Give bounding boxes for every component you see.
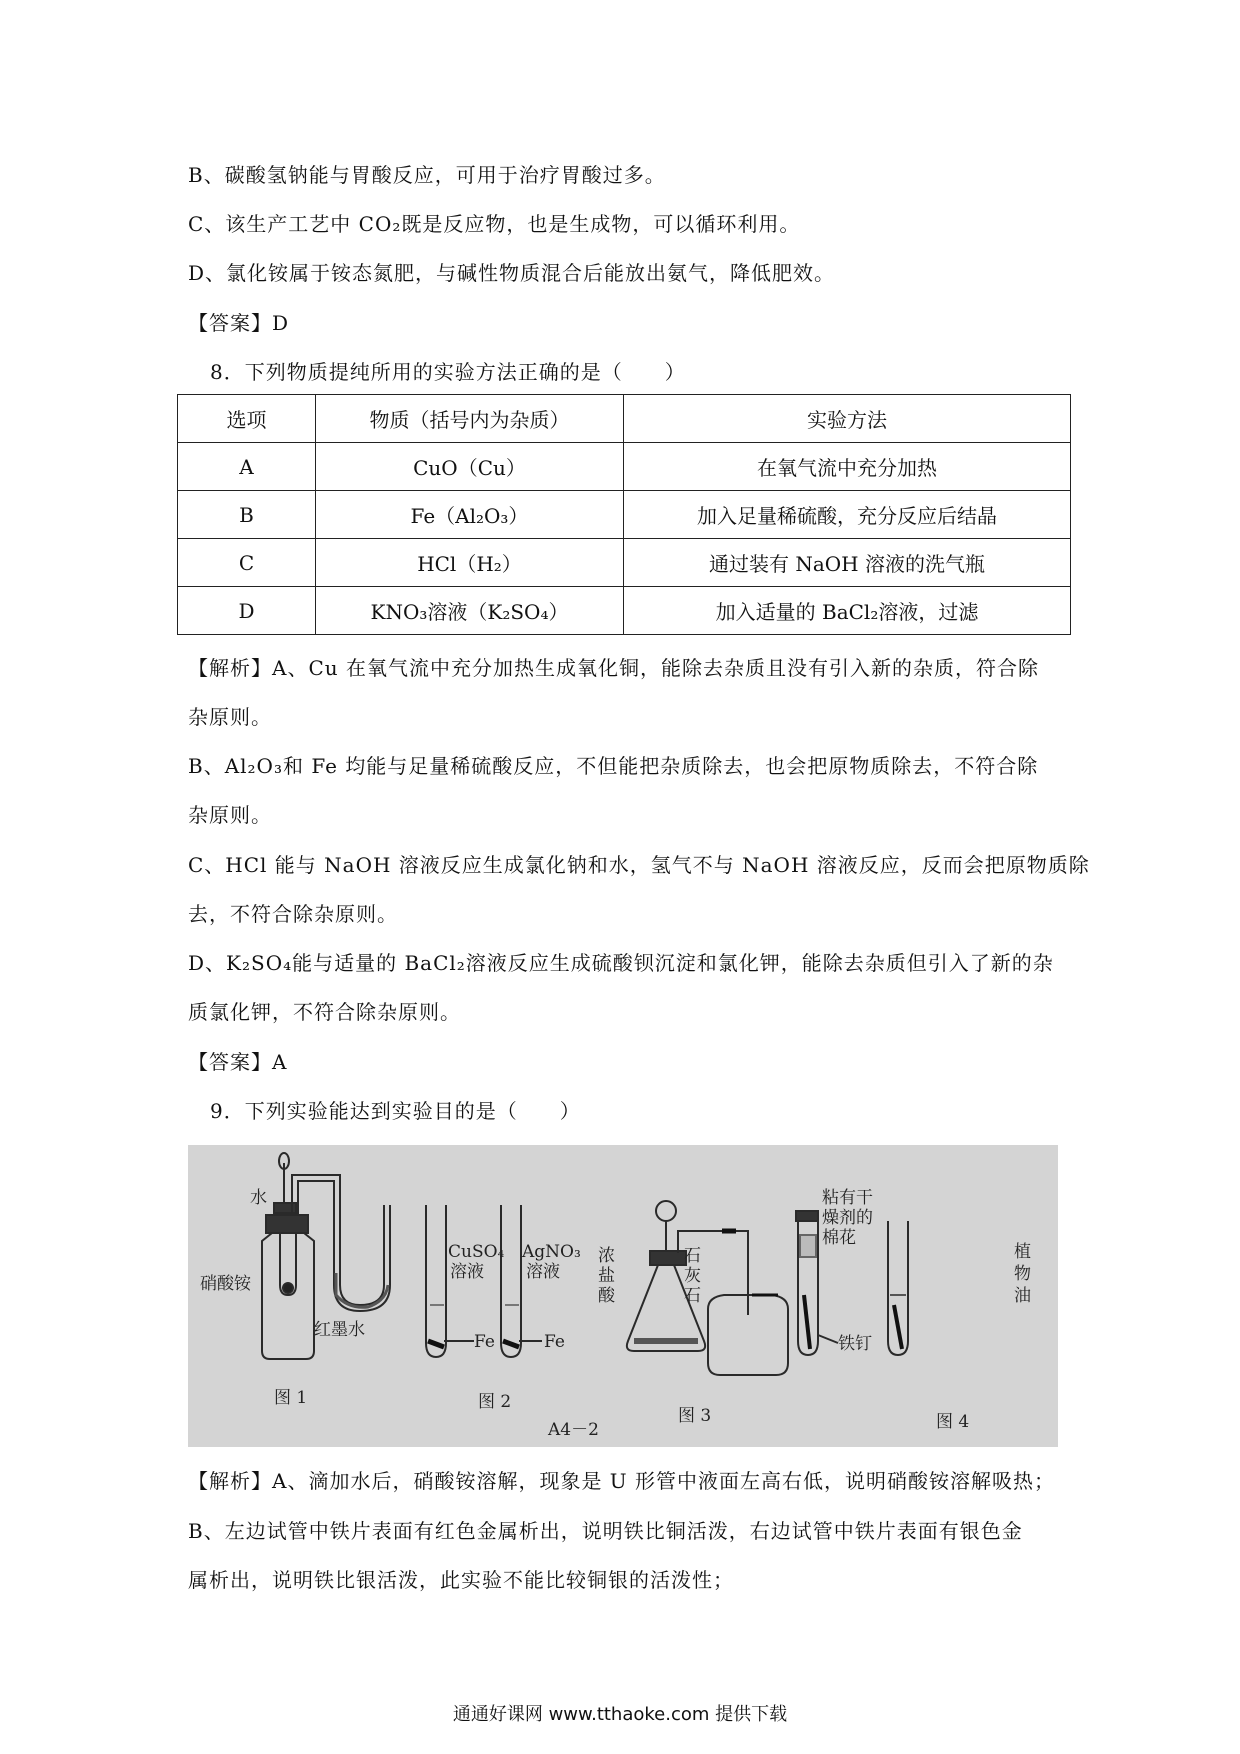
test-tube-icon (426, 1205, 446, 1357)
answer-8: 【答案】A (188, 1050, 288, 1074)
figure-caption: 图 3 (678, 1406, 712, 1426)
table-row (178, 443, 1071, 491)
figure-caption: 图 1 (274, 1388, 308, 1408)
analysis-8-line: 质氯化钾，不符合除杂原则。 (188, 1000, 461, 1024)
analysis-9-line: B、左边试管中铁片表面有红色金属析出，说明铁比铜活泼，右边试管中铁片表面有银色金 (188, 1519, 1023, 1543)
table-header-cell: 选项 (178, 395, 316, 443)
test-tube-icon (501, 1205, 521, 1357)
option-d-text: D、氯化铵属于铵态氮肥，与碱性物质混合后能放出氨气，降低肥效。 (188, 261, 836, 285)
analysis-8-line: 去，不符合除杂原则。 (188, 902, 398, 926)
nail-icon (894, 1305, 902, 1349)
figure-label: 铁钉 (838, 1334, 872, 1354)
page-footer: 通通好课网 www.tthaoke.com 提供下载 (452, 1704, 788, 1725)
table-row (178, 539, 1071, 587)
table-cell: D (178, 587, 316, 635)
table-cell: CuO（Cu） (316, 443, 624, 491)
table-cell: KNO₃溶液（K₂SO₄） (316, 587, 624, 635)
figure-label: Fe (474, 1332, 495, 1352)
answer-7: 【答案】D (188, 311, 290, 335)
nail-icon (804, 1295, 810, 1349)
table-header-row (178, 395, 1071, 443)
figure-label: 石 (684, 1246, 701, 1266)
figure-label: 盐 (598, 1266, 615, 1286)
figure-label: 棉花 (822, 1228, 856, 1248)
analysis-8-line: 【解析】A、Cu 在氧气流中充分加热生成氧化铜，能除去杂质且没有引入新的杂质，符合除 (188, 656, 1039, 680)
question-9: 9．下列实验能达到实验目的是（ ） (210, 1099, 581, 1123)
figure-label: 粘有干 (822, 1188, 873, 1208)
table-cell: 在氧气流中充分加热 (624, 443, 1071, 491)
figure-caption: A4－2 (548, 1420, 599, 1440)
figure-label: 硝酸铵 (200, 1274, 251, 1294)
experiment-figure-svg (188, 1145, 1058, 1447)
figure-label: Fe (544, 1332, 565, 1352)
figure-label: 油 (1014, 1286, 1031, 1306)
figure-label: 植 (1014, 1242, 1031, 1262)
table-cell: C (178, 539, 316, 587)
analysis-9-line: 属析出，说明铁比银活泼，此实验不能比较铜银的活泼性； (188, 1568, 734, 1592)
figure-label: CuSO₄ (448, 1242, 505, 1262)
funnel-icon (656, 1201, 676, 1221)
option-b-text: B、碳酸氢钠能与胃酸反应，可用于治疗胃酸过多。 (188, 163, 666, 187)
question-8-table (177, 394, 1071, 635)
table-row (178, 587, 1071, 635)
analysis-9-line: 【解析】A、滴加水后，硝酸铵溶解，现象是 U 形管中液面左高右低，说明硝酸铵溶解吸热； (188, 1469, 1056, 1493)
table-cell: Fe（Al₂O₃） (316, 491, 624, 539)
figure-caption: 图 2 (478, 1392, 512, 1412)
table-cell: 加入适量的 BaCl₂溶液，过滤 (624, 587, 1071, 635)
figure-label: 浓 (598, 1246, 615, 1266)
analysis-8-line: C、HCl 能与 NaOH 溶液反应生成氯化钠和水，氢气不与 NaOH 溶液反应，反而会把原物质除 (188, 853, 1090, 877)
figure-label: 石 (684, 1286, 701, 1306)
figure-label: AgNO₃ (522, 1242, 581, 1262)
analysis-8-line: B、Al₂O₃和 Fe 均能与足量稀硫酸反应，不但能把杂质除去，也会把原物质除去，不符合除 (188, 754, 1039, 778)
analysis-8-line: 杂原则。 (188, 705, 272, 729)
figure-label: 水 (250, 1188, 267, 1208)
figure-label: 红墨水 (314, 1320, 365, 1340)
table-cell: B (178, 491, 316, 539)
table-header-cell: 物质（括号内为杂质） (316, 395, 624, 443)
table-cell: 加入足量稀硫酸，充分反应后结晶 (624, 491, 1071, 539)
figure-label: 酸 (598, 1286, 615, 1306)
option-c-text: C、该生产工艺中 CO₂既是反应物，也是生成物，可以循环利用。 (188, 212, 801, 236)
figure-label: 溶液 (526, 1262, 560, 1282)
table-cell: A (178, 443, 316, 491)
question-8: 8．下列物质提纯所用的实验方法正确的是（ ） (210, 360, 686, 384)
table-header-cell: 实验方法 (624, 395, 1071, 443)
figure-label: 灰 (684, 1266, 701, 1286)
table-cell: HCl（H₂） (316, 539, 624, 587)
figure-caption: 图 4 (936, 1412, 970, 1432)
experiment-figure (188, 1145, 1058, 1447)
table-row (178, 491, 1071, 539)
figure-label: 溶液 (450, 1262, 484, 1282)
u-tube-icon (292, 1175, 384, 1305)
figure-label: 燥剂的 (822, 1208, 873, 1228)
table-cell: 通过装有 NaOH 溶液的洗气瓶 (624, 539, 1071, 587)
analysis-8-line: D、K₂SO₄能与适量的 BaCl₂溶液反应生成硫酸钡沉淀和氯化钾，能除去杂质但引入了新的杂 (188, 951, 1054, 975)
figure-label: 物 (1014, 1264, 1031, 1284)
analysis-8-line: 杂原则。 (188, 803, 272, 827)
